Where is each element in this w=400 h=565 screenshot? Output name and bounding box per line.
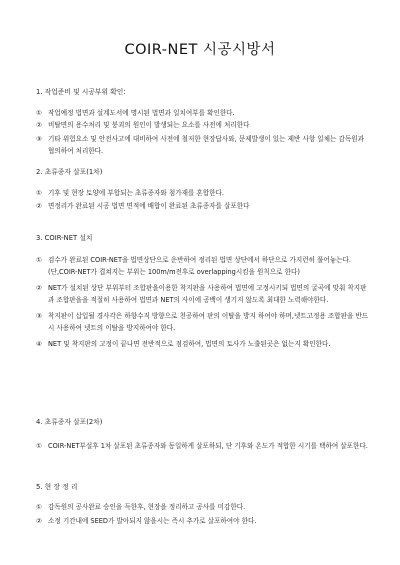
section-heading: 1. 작업준비 및 시공부위 확인: <box>36 88 126 96</box>
list-item <box>36 121 371 130</box>
section-heading: 5. 현 장 정 리 <box>36 483 78 491</box>
item-number: ② <box>36 284 42 292</box>
item-number: ② <box>36 121 42 129</box>
list-item <box>36 109 371 118</box>
list-item <box>36 133 371 157</box>
item-text: 기후 및 현장 토양에 부합되는 초류종자와 첨가재를 혼합한다. <box>48 189 225 197</box>
item-text: NET가 설치된 상단 부위부터 조합판을이용한 착지판을 사용하여 법면에 고정시키되 법면의 굴곡에 맞춰 착지판과 조합판을을 적절히 사용하여 법면과 NET의 사이에 공백이 생기지 않도록 최대한 노력해야한다. <box>48 284 367 304</box>
item-text: 착지판이 삽입될 경사각은 하향수직 방향으로 천공하여 판의 이탈을 방지 하여야 하며,넷트고정용 조합판을 반드시 사용하여 넷트의 이탈을 방지하여야 한다. <box>48 312 369 332</box>
item-number: ① <box>36 503 42 511</box>
list-item <box>36 517 371 526</box>
list-item <box>36 189 371 198</box>
item-number: ① <box>36 442 42 450</box>
section-heading: 4. 초류종자 살포(2차) <box>36 418 103 426</box>
item-text: NET 및 착지판의 고정이 끝나면 전반적으로 점검하여, 법면의 토사가 노출된곳은 없는지 확인한다. <box>48 340 331 348</box>
section-body <box>36 109 371 157</box>
document-title: COIR-NET 시공시방서 <box>124 42 276 58</box>
list-item <box>36 440 371 452</box>
list-item <box>36 338 371 350</box>
section-heading: 3. COIR-NET 설치 <box>36 234 93 242</box>
item-text: 면정리가 완료된 시공 법면 면적에 배합이 완료된 초류종자를 살포한다 <box>48 202 250 210</box>
list-item <box>36 254 371 278</box>
list-item <box>36 202 371 211</box>
item-number: ① <box>36 256 42 264</box>
list-item <box>36 282 371 306</box>
item-number: ② <box>36 202 42 210</box>
item-number: ② <box>36 517 42 525</box>
item-text: 감독원의 공사완료 승인을 득한후, 현장을 정리하고 공사를 미감한다. <box>48 503 246 511</box>
section-body <box>36 189 371 211</box>
list-item <box>36 310 371 334</box>
section-body <box>36 503 371 526</box>
item-text: 검수가 완료된 COIR-NET을 법면상단으로 운반하여 정리된 법면 상단에서 하단으로 가지런히 풀어놓는다.(단,COIR-NET가 겹쳐지는 부위는 100m/m전후로 overlapping시킴을 원칙으로 한다) <box>48 256 352 276</box>
item-number: ④ <box>36 340 42 348</box>
item-text: 소정 기간내에 SEED가 발아되지 않을시는 즉시 추가로 살포하여야 한다. <box>48 517 257 525</box>
list-item <box>36 503 371 512</box>
item-text: 비탈면의 용수처리 및 붕괴의 원인이 발생되는 요소를 사전에 처리한다 <box>48 121 250 129</box>
item-number: ③ <box>36 135 42 143</box>
item-number: ① <box>36 189 42 197</box>
item-text: 작업예정 법면과 설계도서에 명시된 법면과 일치여부를 확인한다. <box>48 109 235 117</box>
item-number: ③ <box>36 312 42 320</box>
item-text: 기타 위험요소 및 안전사고에 대비하여 사전에 철저한 현장답사와, 문제발생이 있는 제반 사항 일체는 감독원과 협의하여 처리한다. <box>48 135 364 155</box>
section-body <box>36 254 371 350</box>
section-heading: 2. 초류종자 살포(1차) <box>36 168 103 176</box>
item-text: COIR-NET부설후 1차 살포된 초류종자와 동일하게 살포하되, 단 기후와 온도가 적합한 시기를 택하여 살포한다. <box>48 442 368 450</box>
section-body <box>36 440 371 452</box>
item-number: ① <box>36 109 42 117</box>
